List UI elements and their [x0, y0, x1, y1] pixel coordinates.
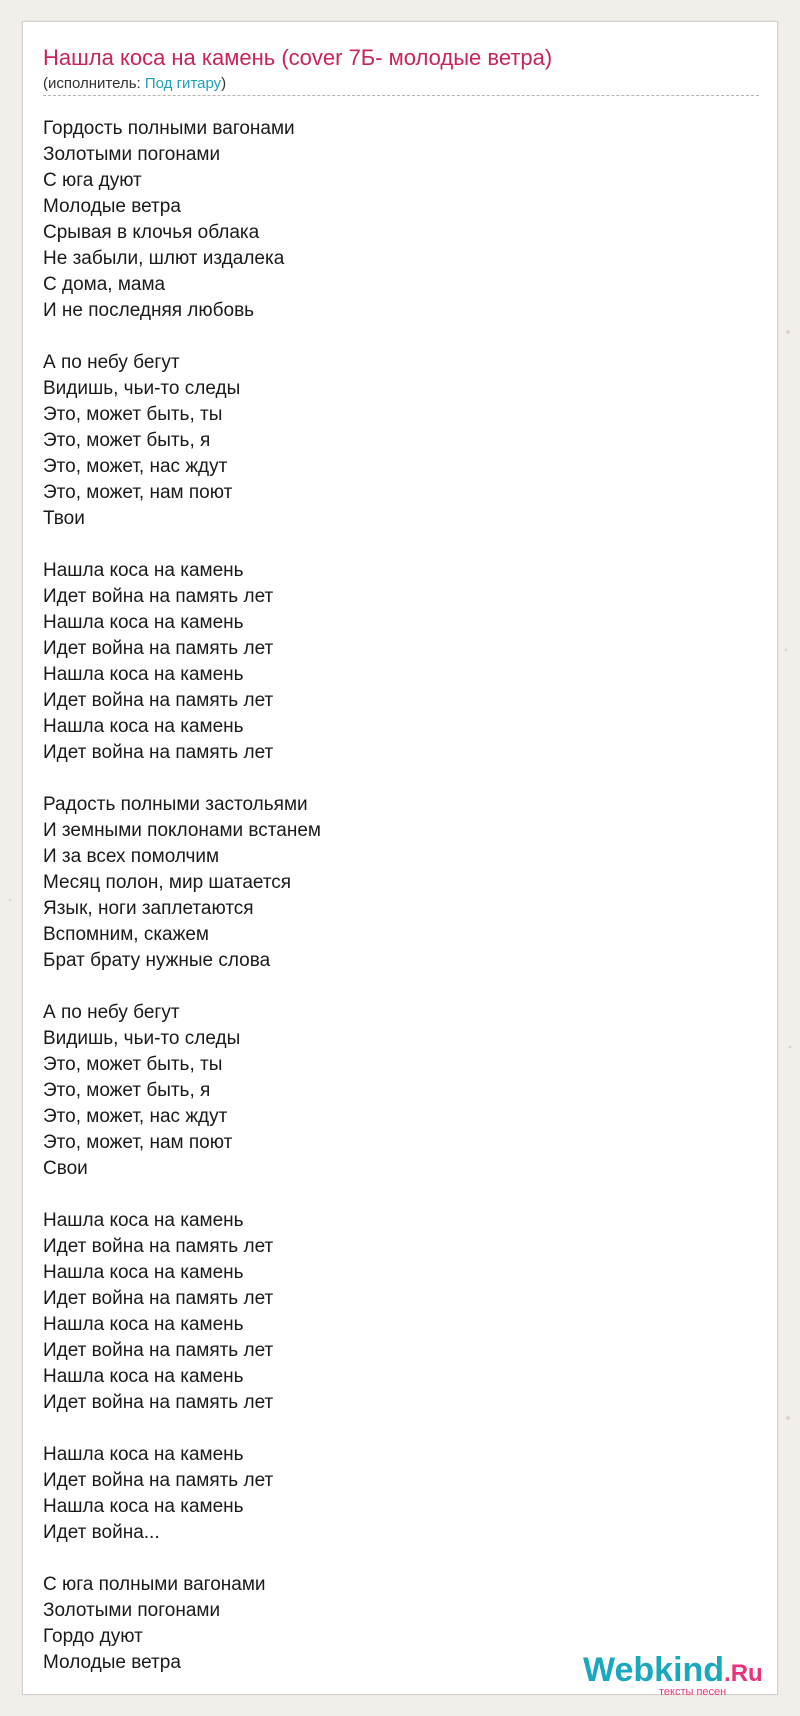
lyric-line: Идет война на память лет: [43, 1236, 274, 1257]
lyric-line: Нашла коса на камень: [43, 1210, 244, 1231]
lyric-line: Нашла коса на камень: [43, 664, 244, 685]
lyric-line: С юга дуют: [43, 170, 142, 191]
lyric-line: И не последняя любовь: [43, 300, 255, 321]
logo-name: Webkind: [583, 1651, 725, 1689]
lyric-line: Идет война на память лет: [43, 742, 274, 763]
lyric-line: Язык, ноги заплетаются: [43, 898, 254, 919]
lyric-line: Гордость полными вагонами: [43, 118, 295, 139]
lyric-line: Радость полными застольями: [43, 794, 308, 815]
lyric-line: И земными поклонами встанем: [43, 820, 321, 841]
stanza-break: [43, 1546, 743, 1572]
lyric-line: Вспомним, скажем: [43, 924, 209, 945]
lyric-line: Гордо дуют: [43, 1626, 143, 1647]
stanza-break: [43, 532, 743, 558]
stanza-break: [43, 1182, 743, 1208]
lyric-line: Это, может быть, я: [43, 1080, 211, 1101]
stanza-break: [43, 1416, 743, 1442]
lyric-line: А по небу бегут: [43, 352, 180, 373]
lyric-line: Золотыми погонами: [43, 144, 221, 165]
lyric-line: Видишь, чьи-то следы: [43, 1028, 241, 1049]
lyric-line: Это, может быть, ты: [43, 404, 223, 425]
artist-line: [43, 74, 226, 94]
lyric-line: Это, может быть, ты: [43, 1054, 223, 1075]
artist-suffix: ): [221, 75, 227, 92]
lyric-line: Идет война на память лет: [43, 1470, 274, 1491]
lyric-line: Идет война на память лет: [43, 638, 274, 659]
lyric-line: С юга полными вагонами: [43, 1574, 266, 1595]
lyric-line: Нашла коса на камень: [43, 1314, 244, 1335]
lyric-line: Это, может быть, я: [43, 430, 211, 451]
artist-link[interactable]: Под гитару: [144, 75, 222, 92]
lyric-line: Нашла коса на камень: [43, 716, 244, 737]
lyric-line: Это, может, нас ждут: [43, 1106, 228, 1127]
stanza-break: [43, 766, 743, 792]
title-divider: [43, 95, 759, 96]
lyric-line: Это, может, нам поют: [43, 482, 233, 503]
lyric-line: Свои: [43, 1158, 88, 1179]
logo-tld: .Ru: [724, 1660, 763, 1687]
lyric-line: Молодые ветра: [43, 196, 181, 217]
logo-tagline: тексты песен: [659, 1686, 727, 1698]
lyric-line: Это, может, нас ждут: [43, 456, 228, 477]
lyric-line: Твои: [43, 508, 85, 529]
lyric-line: Нашла коса на камень: [43, 612, 244, 633]
lyric-line: Это, может, нам поют: [43, 1132, 233, 1153]
stanza-break: [43, 324, 743, 350]
lyrics-card: [22, 21, 778, 1698]
webkind-logo[interactable]: [583, 1650, 783, 1700]
lyric-line: Нашла коса на камень: [43, 560, 244, 581]
lyric-line: Нашла коса на камень: [43, 1262, 244, 1283]
lyric-line: Молодые ветра: [43, 1652, 181, 1673]
lyric-line: Идет война на память лет: [43, 586, 274, 607]
lyric-line: А по небу бегут: [43, 1002, 180, 1023]
lyric-line: Нашла коса на камень: [43, 1366, 244, 1387]
lyric-line: Нашла коса на камень: [43, 1444, 244, 1465]
stanza-break: [43, 974, 743, 1000]
lyric-line: Идет война на память лет: [43, 1340, 274, 1361]
lyric-line: Брат брату нужные слова: [43, 950, 271, 971]
lyric-line: С дома, мама: [43, 274, 166, 295]
lyric-line: Видишь, чьи-то следы: [43, 378, 241, 399]
lyrics-text: [43, 116, 743, 1676]
lyric-line: Идет война на память лет: [43, 690, 274, 711]
lyric-line: Нашла коса на камень: [43, 1496, 244, 1517]
lyric-line: Идет война...: [43, 1522, 160, 1543]
lyric-line: Идет война на память лет: [43, 1288, 274, 1309]
artist-prefix: (исполнитель:: [43, 75, 145, 92]
lyric-line: Идет война на память лет: [43, 1392, 274, 1413]
lyric-line: Золотыми погонами: [43, 1600, 221, 1621]
lyric-line: И за всех помолчим: [43, 846, 220, 867]
song-title: Нашла коса на камень (cover 7Б- молодые ветра): [43, 45, 553, 70]
lyric-line: Не забыли, шлют издалека: [43, 248, 285, 269]
lyric-line: Срывая в клочья облака: [43, 222, 260, 243]
lyric-line: Месяц полон, мир шатается: [43, 872, 292, 893]
